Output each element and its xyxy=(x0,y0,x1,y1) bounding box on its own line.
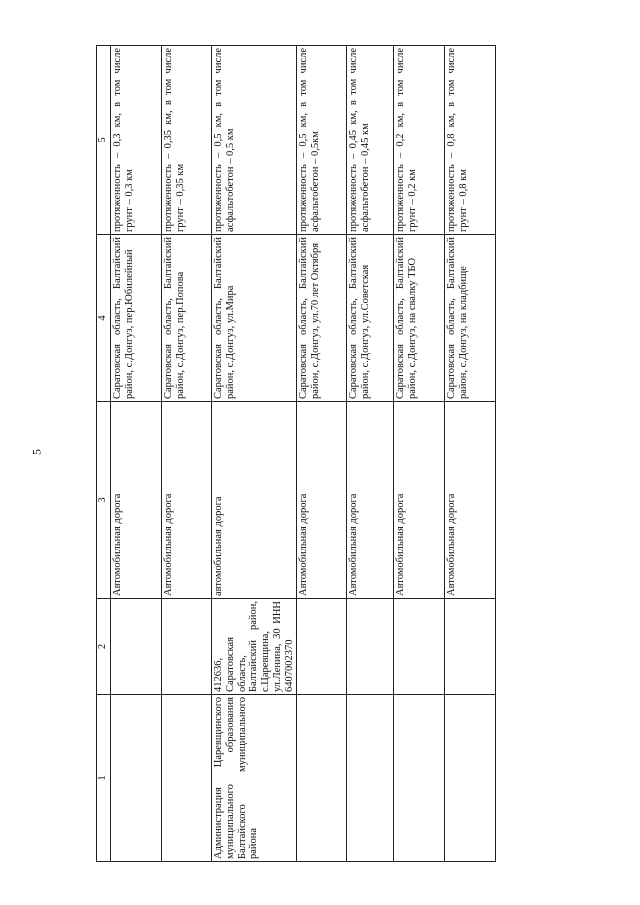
object-type-cell: Автомобильная дорога xyxy=(297,402,347,599)
roads-table xyxy=(96,45,496,862)
owner-cell xyxy=(394,695,445,862)
object-type-cell: Автомобильная дорога xyxy=(445,402,496,599)
location-cell: Саратовская область, Балтайский район, с.Донгуз, пер.Юбилейный xyxy=(111,235,162,402)
length-cell: протяженность – 0,8 км, в том числе грунт – 0,8 км xyxy=(445,46,496,235)
object-type-cell: Автомобильная дорога xyxy=(111,402,162,599)
owner-address-cell: 412636, Саратовская область, Балтайский район, с.Царевщина, ул.Ленина, 30 ИНН 6407002370 xyxy=(212,599,297,695)
object-type-cell: Автомобильная дорога xyxy=(347,402,394,599)
owner-address-cell xyxy=(394,599,445,695)
page-number: 5 xyxy=(29,449,44,455)
header-cell-1: 1 xyxy=(97,695,111,862)
object-type-cell: Автомобильная дорога xyxy=(394,402,445,599)
object-type-cell: автомобильная дорога xyxy=(212,402,297,599)
header-cell-4: 4 xyxy=(97,235,111,402)
owner-address-cell xyxy=(445,599,496,695)
table-row xyxy=(212,46,297,862)
length-cell: протяженность – 0,5 км, в том числе асфальтобетон – 0,5км xyxy=(297,46,347,235)
header-cell-5: 5 xyxy=(97,46,111,235)
location-cell: Саратовская область, Балтайский район, с.Донгуз, ул.70 лет Октября xyxy=(297,235,347,402)
length-cell: протяженность – 0,35 км, в том числе грунт – 0,35 км xyxy=(162,46,212,235)
location-cell: Саратовская область, Балтайский район, с.Донгуз, ул.Мира xyxy=(212,235,297,402)
location-cell: Саратовская область, Балтайский район, с.Донгуз, на кладбище xyxy=(445,235,496,402)
owner-address-cell xyxy=(111,599,162,695)
object-type-cell: Автомобильная дорога xyxy=(162,402,212,599)
table-row xyxy=(162,46,212,862)
owner-cell: Администрация Царевщинского муниципального образования Балтайского муниципального района xyxy=(212,695,297,862)
length-cell: протяженность – 0,45 км, в том числе асфальтобетон – 0,45 км xyxy=(347,46,394,235)
owner-cell xyxy=(445,695,496,862)
owner-cell xyxy=(162,695,212,862)
owner-address-cell xyxy=(297,599,347,695)
location-cell: Саратовская область, Балтайский район, с.Донгуз, ул.Советская xyxy=(347,235,394,402)
location-cell: Саратовская область, Балтайский район, с.Донгуз, на свалку ТБО xyxy=(394,235,445,402)
location-cell: Саратовская область, Балтайский район, с.Донгуз, пер.Попова xyxy=(162,235,212,402)
table-row xyxy=(445,46,496,862)
owner-address-cell xyxy=(162,599,212,695)
length-cell: протяженность – 0,2 км, в том числе грунт – 0,2 км xyxy=(394,46,445,235)
table-row xyxy=(347,46,394,862)
owner-cell xyxy=(347,695,394,862)
header-cell-3: 3 xyxy=(97,402,111,599)
table-row xyxy=(394,46,445,862)
owner-address-cell xyxy=(347,599,394,695)
length-cell: протяженность – 0,3 км, в том числе грунт – 0,3 км xyxy=(111,46,162,235)
owner-cell xyxy=(111,695,162,862)
header-cell-2: 2 xyxy=(97,599,111,695)
table-header-row xyxy=(97,46,111,862)
rotated-table-container xyxy=(96,48,469,862)
length-cell: протяженность – 0,5 км, в том числе асфальтобетон – 0,5 км xyxy=(212,46,297,235)
table-row xyxy=(111,46,162,862)
table-row xyxy=(297,46,347,862)
owner-cell xyxy=(297,695,347,862)
